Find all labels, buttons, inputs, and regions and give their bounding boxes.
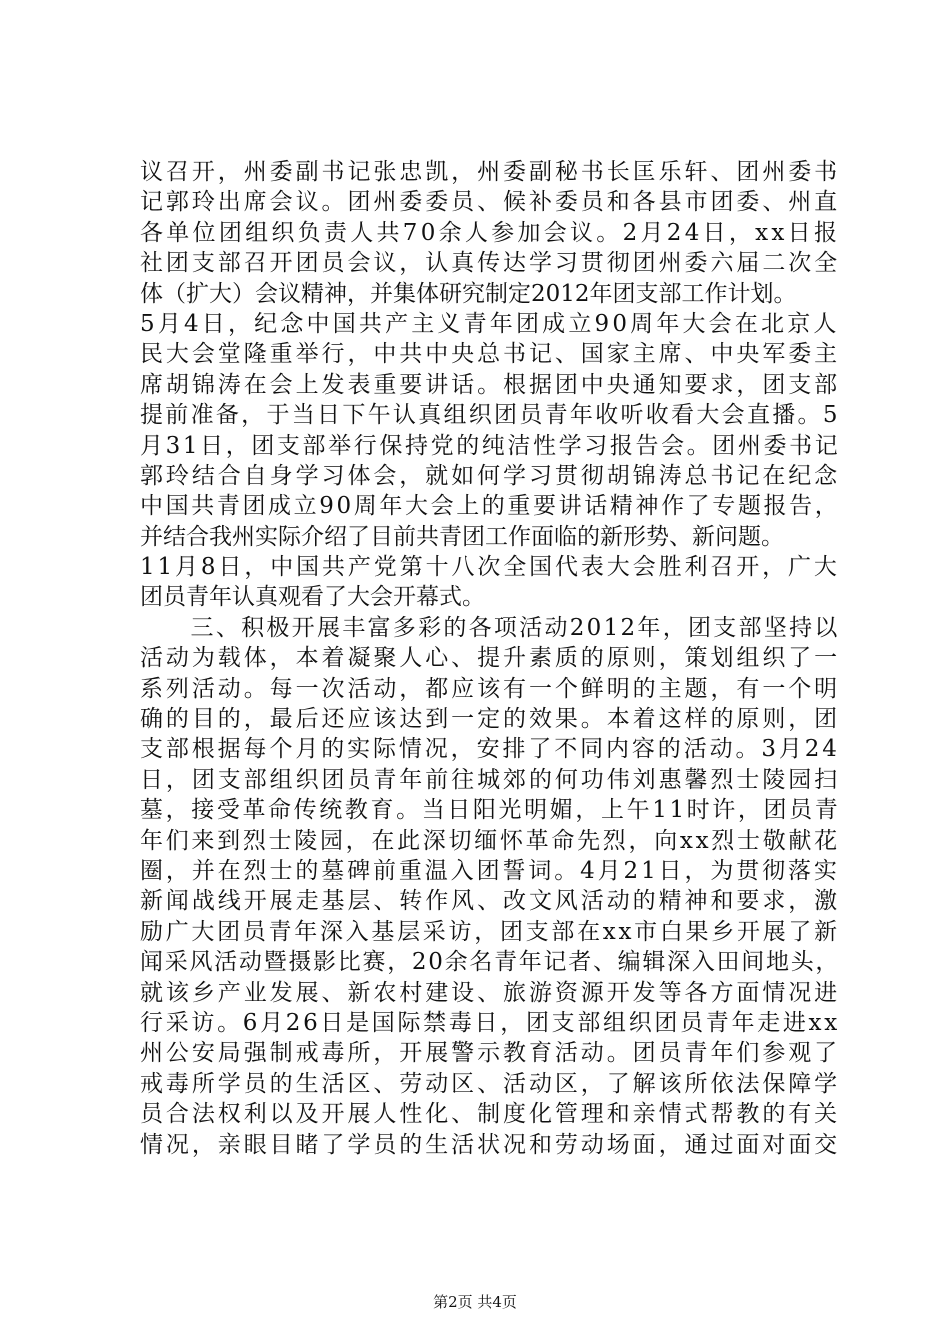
text-line: 员合法权利以及开展人性化、制度化管理和亲情式帮教的有关 bbox=[140, 1101, 840, 1128]
text-line: 闻采风活动暨摄影比赛，20余名青年记者、编辑深入田间地头， bbox=[140, 949, 840, 976]
text-line: 民大会堂隆重举行，中共中央总书记、国家主席、中央军委主 bbox=[140, 341, 840, 368]
text-line: 团员青年认真观看了大会开幕式。 bbox=[140, 584, 485, 611]
text-line: 圈，并在烈士的墓碑前重温入团誓词。4月21日，为贯彻落实 bbox=[140, 857, 840, 884]
text-line: 新闻战线开展走基层、转作风、改文风活动的精神和要求，激 bbox=[140, 888, 840, 915]
text-line: 社团支部召开团员会议，认真传达学习贯彻团州委六届二次全 bbox=[140, 250, 840, 277]
text-line: 行采访。6月26日是国际禁毒日，团支部组织团员青年走进xx bbox=[140, 1009, 840, 1036]
text-line: 活动为载体，本着凝聚人心、提升素质的原则，策划组织了一 bbox=[140, 645, 840, 672]
text-line: 情况，亲眼目睹了学员的生活状况和劳动场面，通过面对面交 bbox=[140, 1131, 840, 1158]
text-line: 5月4日，纪念中国共产主义青年团成立90周年大会在北京人 bbox=[140, 310, 840, 337]
text-line: 就该乡产业发展、新农村建设、旅游资源开发等各方面情况进 bbox=[140, 979, 840, 1006]
text-line: 11月8日，中国共产党第十八次全国代表大会胜利召开，广大 bbox=[140, 554, 840, 581]
text-line: 励广大团员青年深入基层采访，团支部在xx市白果乡开展了新 bbox=[140, 918, 840, 945]
text-line: 席胡锦涛在会上发表重要讲话。根据团中央通知要求，团支部 bbox=[140, 371, 840, 398]
text-line: 州公安局强制戒毒所，开展警示教育活动。团员青年们参观了 bbox=[140, 1040, 840, 1067]
text-line: 并结合我州实际介绍了目前共青团工作面临的新形势、新问题。 bbox=[140, 523, 784, 550]
text-line: 确的目的，最后还应该达到一定的效果。本着这样的原则，团 bbox=[140, 706, 840, 733]
text-line: 议召开，州委副书记张忠凯，州委副秘书长匡乐轩、团州委书 bbox=[140, 159, 840, 185]
text-line: 中国共青团成立90周年大会上的重要讲话精神作了专题报告， bbox=[140, 493, 840, 520]
text-line: 三、积极开展丰富多彩的各项活动2012年，团支部坚持以 bbox=[140, 614, 840, 641]
text-line: 体（扩大）会议精神，并集体研究制定2012年团支部工作计划。 bbox=[140, 280, 797, 307]
text-line: 戒毒所学员的生活区、劳动区、活动区，了解该所依法保障学 bbox=[140, 1070, 840, 1097]
text-line: 系列活动。每一次活动，都应该有一个鲜明的主题，有一个明 bbox=[140, 675, 840, 702]
text-line: 支部根据每个月的实际情况，安排了不同内容的活动。3月24 bbox=[140, 736, 840, 763]
page-footer bbox=[0, 1291, 950, 1312]
text-line: 墓，接受革命传统教育。当日阳光明媚，上午11时许，团员青 bbox=[140, 797, 840, 824]
text-line: 日，团支部组织团员青年前往城郊的何功伟刘惠馨烈士陵园扫 bbox=[140, 766, 840, 793]
text-line: 月31日，团支部举行保持党的纯洁性学习报告会。团州委书记 bbox=[140, 432, 840, 459]
text-line: 郭玲结合自身学习体会，就如何学习贯彻胡锦涛总书记在纪念 bbox=[140, 462, 840, 489]
text-line: 年们来到烈士陵园，在此深切缅怀革命先烈，向xx烈士敬献花 bbox=[140, 827, 840, 854]
text-line: 各单位团组织负责人共70余人参加会议。2月24日，xx日报 bbox=[140, 219, 840, 246]
text-line: 提前准备，于当日下午认真组织团员青年收听收看大会直播。5 bbox=[140, 402, 840, 429]
document-body bbox=[140, 157, 840, 1160]
text-line: 记郭玲出席会议。团州委委员、候补委员和各县市团委、州直 bbox=[140, 189, 840, 216]
page-number-label: 第2页 共4页 bbox=[433, 1293, 517, 1311]
